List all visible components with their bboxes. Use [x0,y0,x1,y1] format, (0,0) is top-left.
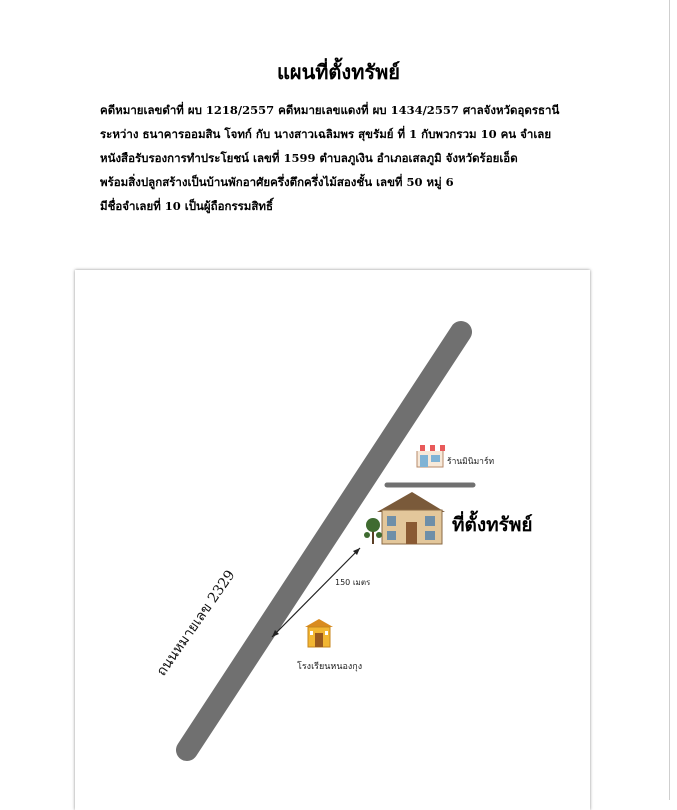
case-line-4: พร้อมสิ่งปลูกสร้างเป็นบ้านพักอาศัยครึ่งตึกครึ่งไม้สองชั้น เลขที่ 50 หมู่ 6 [100,175,454,189]
case-line-5: มีชื่อจำเลยที่ 10 เป็นผู้ถือกรรมสิทธิ์ [100,199,274,213]
distance-label: 150 เมตร [335,578,371,587]
map-canvas [75,270,590,810]
case-line-1: คดีหมายเลขดำที่ ผบ 1218/2557 คดีหมายเลขแดงที่ ผบ 1434/2557 ศาลจังหวัดอุดรธานี [100,103,560,117]
page-title: แผนที่ตั้งทรัพย์ [276,60,401,84]
road-label: ถนนหมายเลข 2329 [153,567,239,680]
school-icon [305,619,333,647]
page-edge-line [669,0,670,800]
case-details [100,98,580,218]
property-label: ที่ตั้งทรัพย์ [452,514,533,536]
location-map [75,270,590,810]
tree-icon [364,518,382,544]
case-line-3: หนังสือรับรองการทำประโยชน์ เลขที่ 1599 ตำบลภูเงิน อำเภอเสลภูมิ จังหวัดร้อยเอ็ด [100,151,518,165]
minimart-label: ร้านมินิมาร์ท [447,457,495,467]
minimart-icon [415,445,445,467]
school-label: โรงเรียนหนองกุง [297,662,363,672]
house-icon [377,492,445,544]
case-line-2: ระหว่าง ธนาคารออมสิน โจทก์ กับ นางสาวเฉลิมพร สุขรัมย์ ที่ 1 กับพวกรวม 10 คน จำเลย [100,127,552,141]
